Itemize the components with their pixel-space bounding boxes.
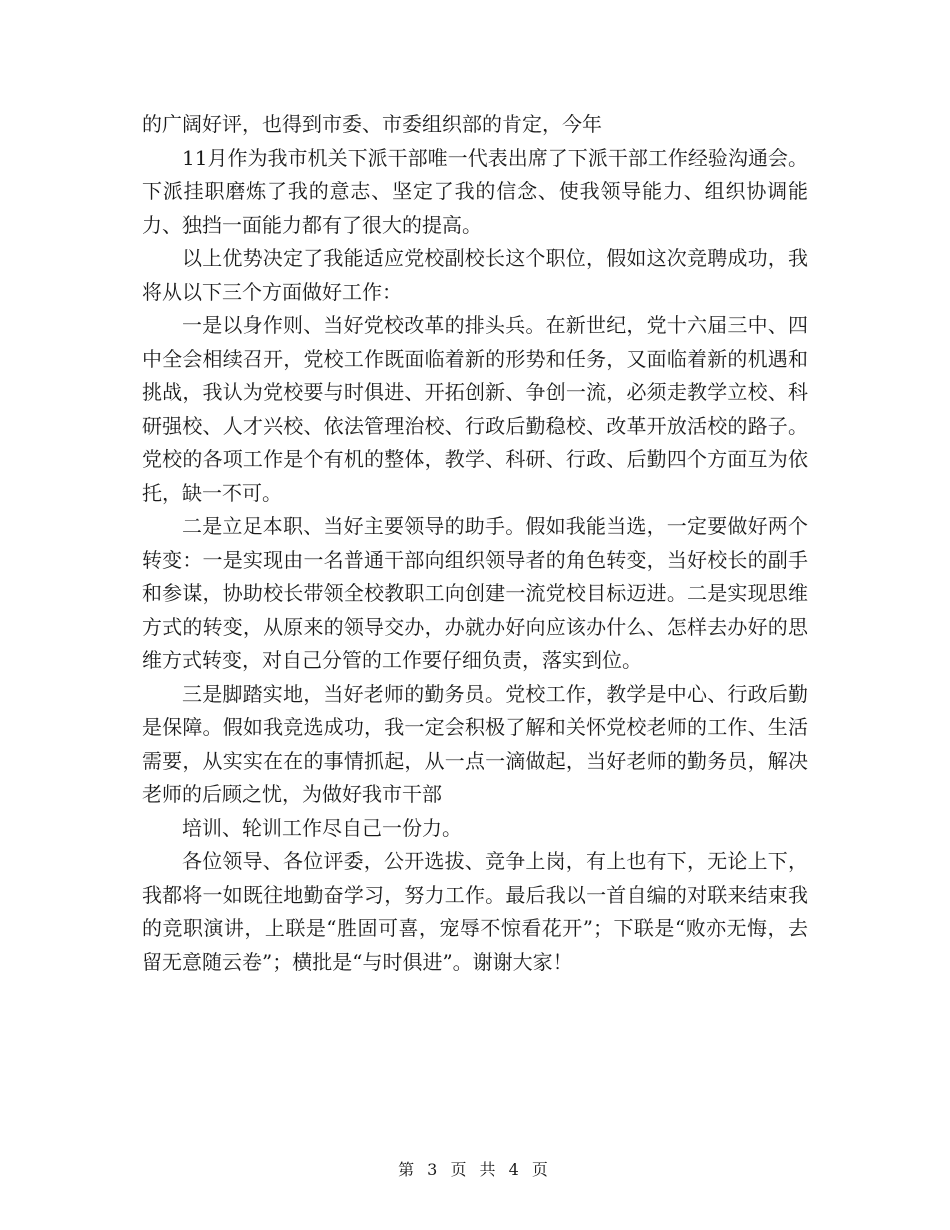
- document-body: [142, 108, 808, 979]
- paragraph-5: 二是立足本职、当好主要领导的助手。假如我能当选，一定要做好两个转变：一是实现由一名普通干部向组织领导者的角色转变，当好校长的副手和参谋，协助校长带领全校教职工向创建一流党校目标迈进。二是实现思维方式的转变，从原来的领导交办，办就办好向应该办什么、怎样去办好的思维方式转变，对自己分管的工作要仔细负责，落实到位。: [142, 514, 808, 672]
- paragraph-6: 三是脚踏实地，当好老师的勤务员。党校工作，教学是中心、行政后勤是保障。假如我竞选成功，我一定会积极了解和关怀党校老师的工作、生活需要，从实实在在的事情抓起，从一点一滴做起，当好老师的勤务员，解决老师的后顾之忧，为做好我市干部: [142, 681, 808, 806]
- paragraph-1: 的广阔好评，也得到市委、市委组织部的肯定，今年: [142, 112, 602, 136]
- paragraph-4: 一是以身作则、当好党校改革的排头兵。在新世纪，党十六届三中、四中全会相续召开，党校工作既面临着新的形势和任务，又面临着新的机遇和挑战，我认为党校要与时俱进、开拓创新、争创一流，必须走教学立校、科研强校、人才兴校、依法管理治校、行政后勤稳校、改革开放活校的路子。党校的各项工作是个有机的整体，教学、科研、行政、后勤四个方面互为依托，缺一不可。: [142, 313, 808, 505]
- page-number-footer: 第 3 页 共 4 页: [398, 1160, 552, 1179]
- paragraph-2: 11月作为我市机关下派干部唯一代表出席了下派干部工作经验沟通会。下派挂职磨炼了我的意志、坚定了我的信念、使我领导能力、组织协调能力、独挡一面能力都有了很大的提高。: [142, 145, 808, 237]
- paragraph-7: 培训、轮训工作尽自己一份力。: [182, 815, 462, 840]
- paragraph-3: 以上优势决定了我能适应党校副校长这个职位，假如这次竞聘成功，我将从以下三个方面做好工作：: [142, 246, 808, 304]
- paragraph-8: 各位领导、各位评委，公开选拔、竞争上岗，有上也有下，无论上下，我都将一如既往地勤奋学习，努力工作。最后我以一首自编的对联来结束我的竞职演讲，上联是“胜固可喜，宠辱不惊看花开”；下联是“败亦无悔，去留无意随云卷”；横批是“与时俱进”。谢谢大家！: [142, 849, 808, 974]
